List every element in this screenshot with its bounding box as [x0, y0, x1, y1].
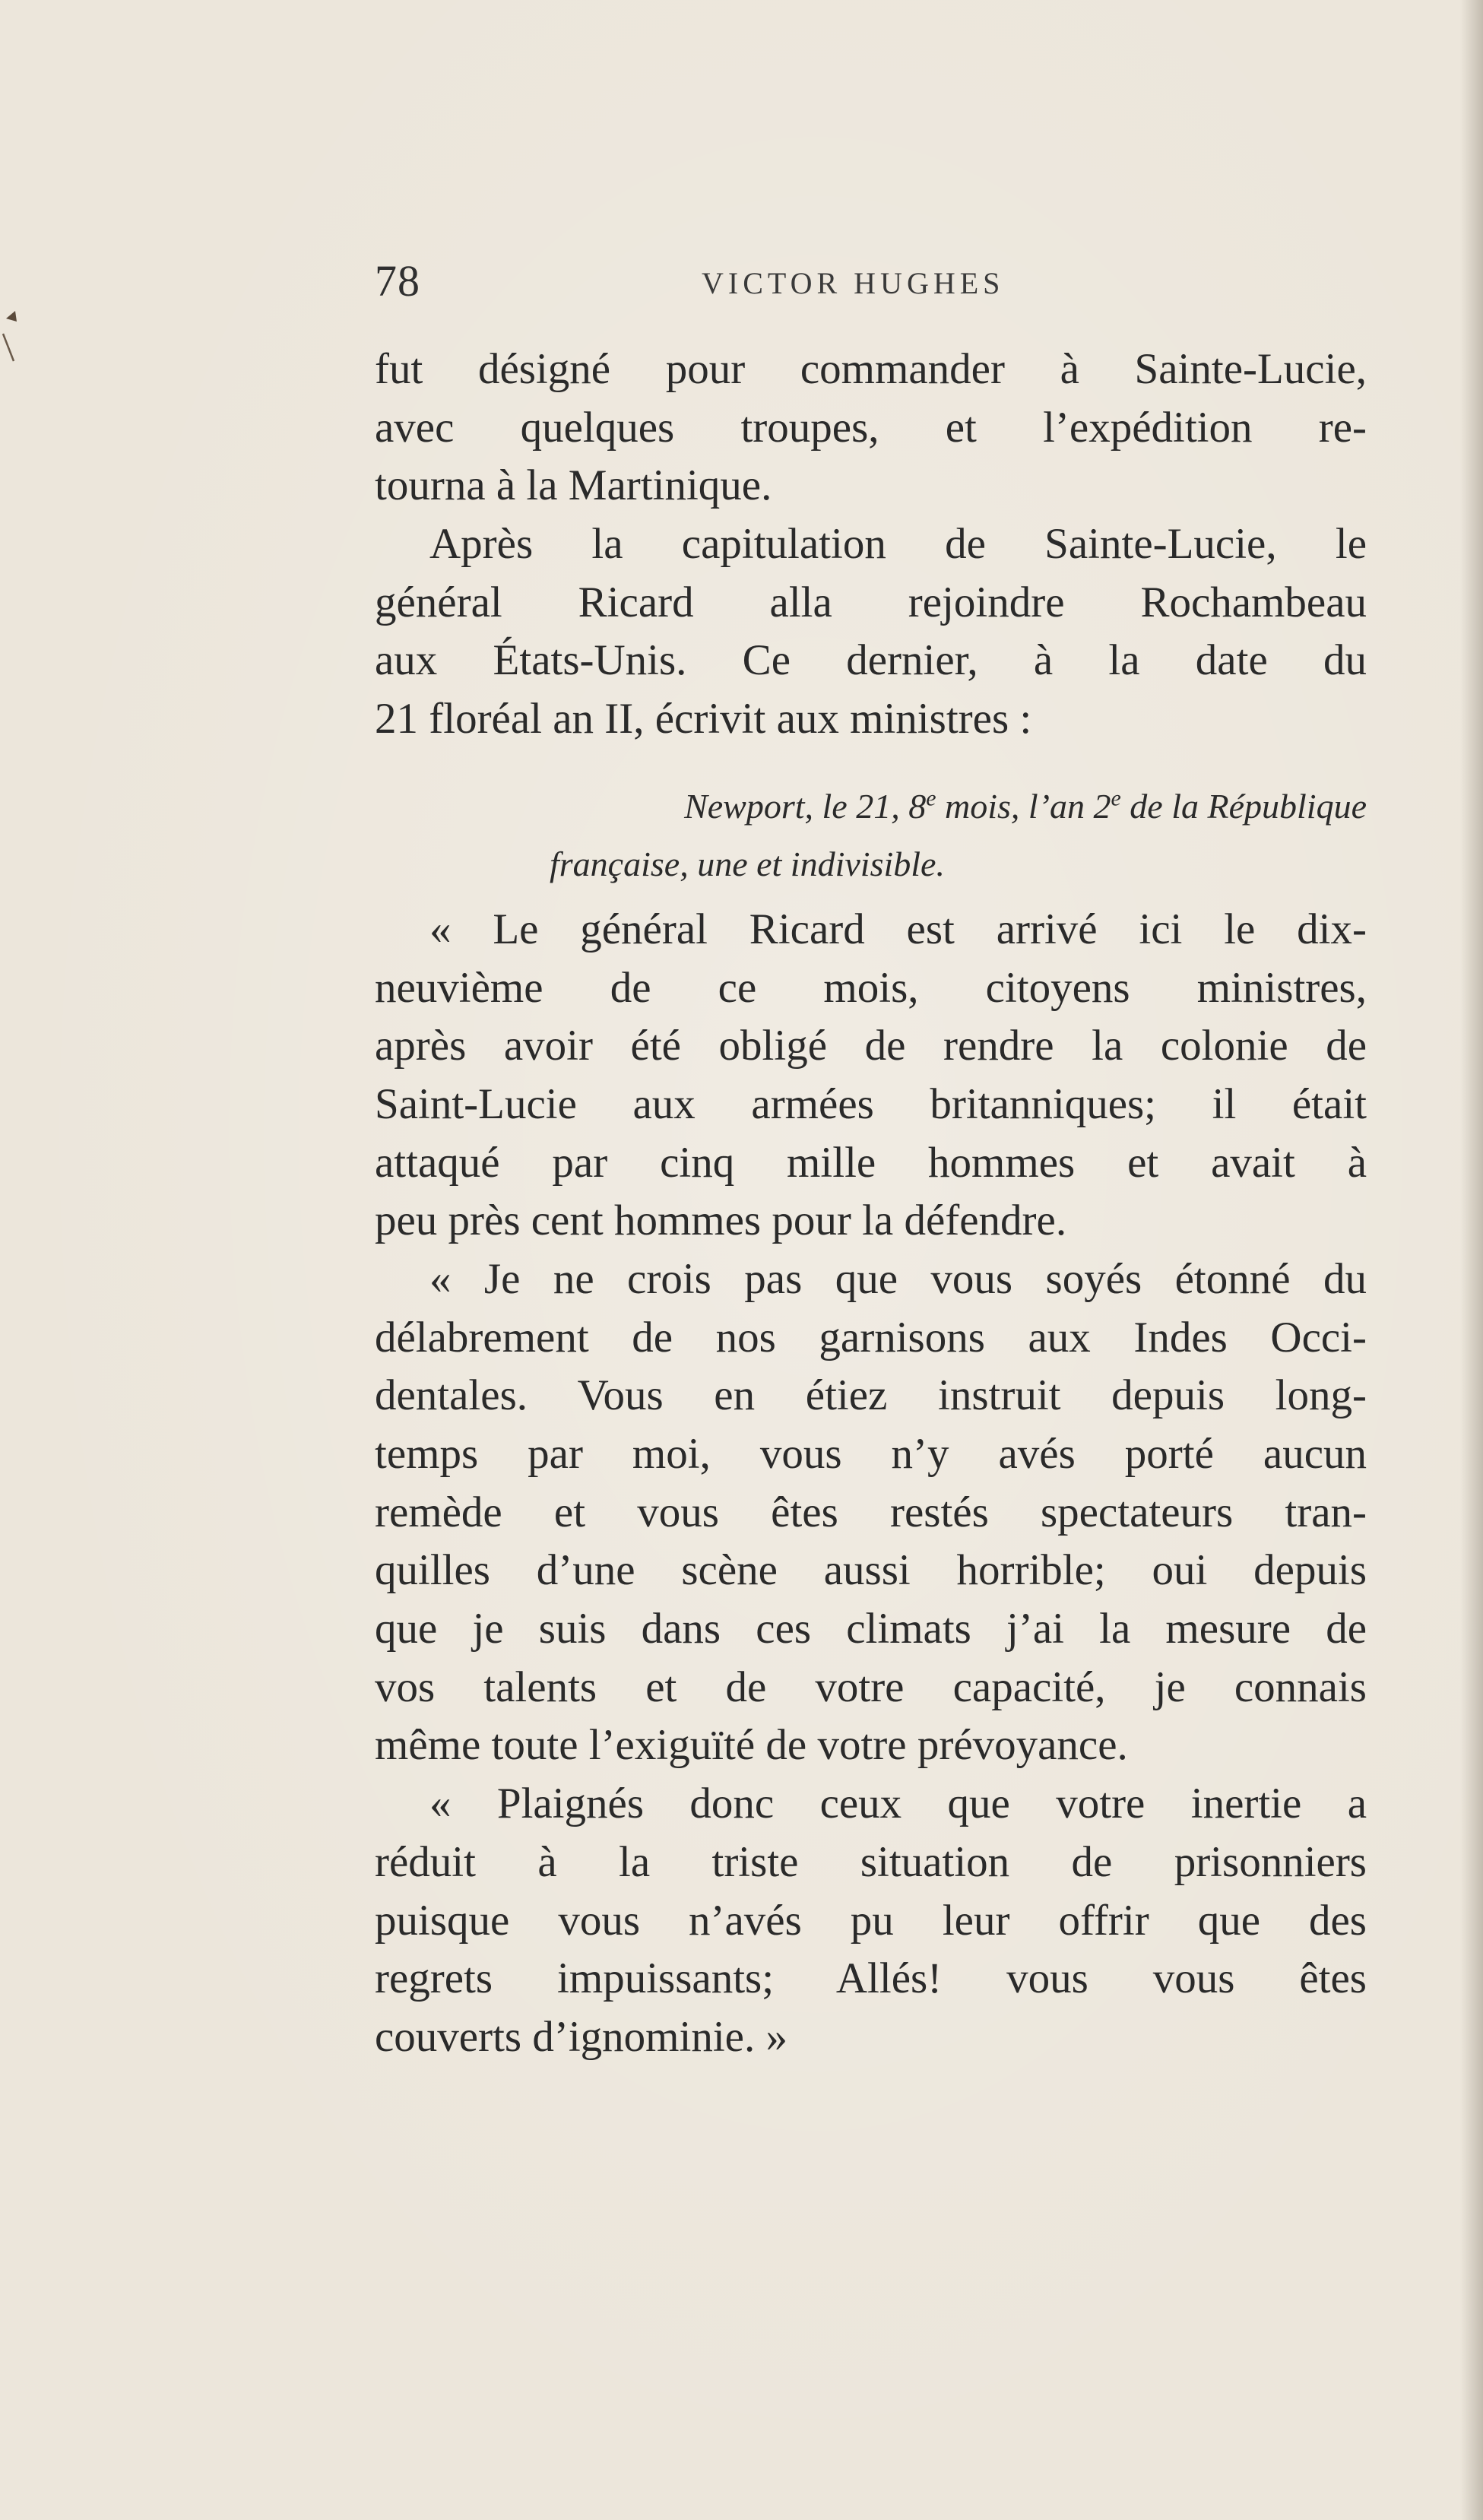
- text-line: après avoir été obligé de rendre la colonie de: [375, 1022, 1367, 1070]
- paragraph: [375, 901, 1367, 1250]
- text-line: fut désigné pour commander à Sainte-Lucie,: [375, 345, 1367, 393]
- text-line: remède et vous êtes restés spectateurs tran-: [375, 1488, 1367, 1536]
- dateline-part: Newport, le 21, 8: [684, 786, 927, 826]
- page-header: [375, 251, 1363, 312]
- page-number: 78: [375, 256, 420, 306]
- text-line: tourna à la Martinique.: [375, 461, 772, 510]
- text-line: peu près cent hommes pour la défendre.: [375, 1197, 1067, 1245]
- text-line: Saint-Lucie aux armées britanniques; il était: [375, 1079, 1367, 1128]
- dateline-line: [375, 778, 1367, 835]
- text-line: regrets impuissants; Allés! vous vous êtes: [375, 1954, 1367, 2003]
- paragraph: [375, 1775, 1367, 2066]
- letter-dateline: [375, 778, 1367, 893]
- text-line: « Plaignés donc ceux que votre inertie a: [429, 1780, 1367, 1828]
- text-line: que je suis dans ces climats j’ai la mesure de: [375, 1605, 1367, 1653]
- text-line: temps par moi, vous n’y avés porté aucun: [375, 1430, 1367, 1478]
- text-line: « Je ne crois pas que vous soyés étonné du: [429, 1254, 1367, 1303]
- paragraph: [375, 341, 1367, 515]
- text-line: dentales. Vous en étiez instruit depuis long-: [375, 1371, 1367, 1420]
- dateline-line: française, une et indivisible.: [550, 844, 945, 883]
- text-line: vos talents et de votre capacité, je connais: [375, 1663, 1367, 1711]
- dateline-superscript: e: [926, 785, 936, 811]
- text-line: « Le général Ricard est arrivé ici le dix-: [429, 905, 1367, 953]
- text-line: couverts d’ignominie. »: [375, 2012, 787, 2061]
- text-line: aux États-Unis. Ce dernier, à la date du: [375, 636, 1367, 685]
- text-line: attaqué par cinq mille hommes et avait à: [375, 1138, 1367, 1187]
- paragraph: [375, 515, 1367, 749]
- text-line: réduit à la triste situation de prisonniers: [375, 1837, 1367, 1886]
- text-line: 21 floréal an II, écrivit aux ministres :: [375, 695, 1032, 743]
- dateline-superscript: e: [1111, 785, 1121, 811]
- text-line: puisque vous n’avés pu leur offrir que des: [375, 1896, 1367, 1945]
- dateline-part: de la République: [1120, 786, 1367, 826]
- running-head: VICTOR HUGHES: [702, 266, 1005, 300]
- text-line: neuvième de ce mois, citoyens ministres,: [375, 963, 1367, 1012]
- text-line: même toute l’exiguïté de votre prévoyance.: [375, 1721, 1128, 1770]
- paragraph: [375, 1250, 1367, 1775]
- text-line: général Ricard alla rejoindre Rochambeau: [375, 578, 1367, 626]
- margin-ink-mark: [0, 308, 30, 391]
- text-line: délabrement de nos garnisons aux Indes Occi-: [375, 1313, 1367, 1361]
- dateline-part: mois, l’an 2: [936, 786, 1111, 826]
- body-text: [375, 341, 1367, 2067]
- text-line: quilles d’une scène aussi horrible; oui depuis: [375, 1546, 1367, 1595]
- text-line: Après la capitulation de Sainte-Lucie, le: [429, 520, 1367, 569]
- page-edge-shadow: [1460, 0, 1483, 2520]
- text-line: avec quelques troupes, et l’expédition re-: [375, 403, 1367, 452]
